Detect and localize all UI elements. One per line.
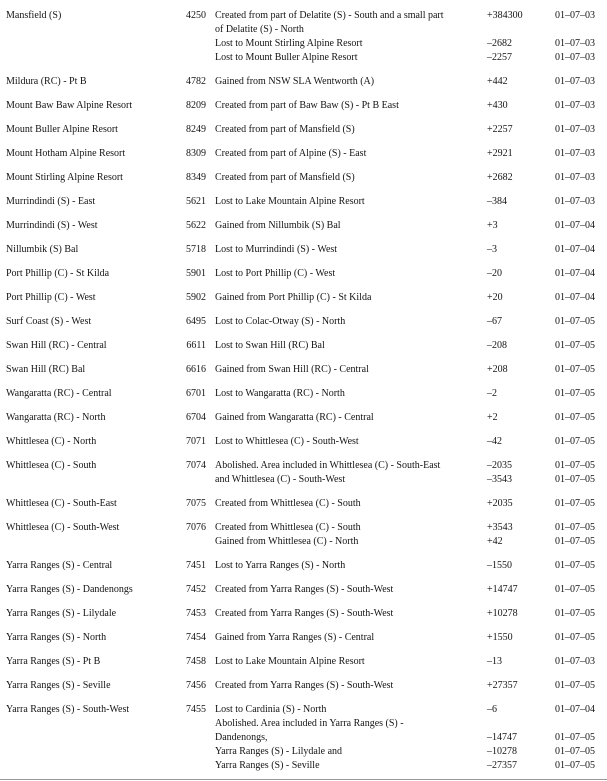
population-change: –2 (487, 388, 497, 399)
table-row (6, 497, 607, 511)
population-change (487, 717, 555, 731)
area-name: Mount Baw Baw Alpine Resort (6, 100, 133, 111)
change-description: Lost to Colac-Otway (S) - North (215, 316, 346, 327)
area-code: 6611 (186, 340, 206, 351)
change-description: Yarra Ranges (S) - Lilydale and (215, 746, 343, 757)
area-name: Murrindindi (S) - West (6, 220, 98, 231)
area-name: Yarra Ranges (S) - Seville (6, 680, 111, 691)
population-change: +208 (487, 364, 508, 375)
population-change: –2257 (487, 52, 512, 63)
change-description: Lost to Port Phillip (C) - West (215, 268, 336, 279)
area-code: 7453 (186, 608, 206, 619)
effective-date: 01–07–05 (555, 732, 595, 743)
area-code: 8249 (186, 124, 206, 135)
population-change: –1550 (487, 560, 512, 571)
table-row-line (6, 459, 607, 473)
population-change: –2682 (487, 38, 512, 49)
effective-date: 01–07–03 (555, 656, 595, 667)
change-description: Lost to Swan Hill (RC) Bal (215, 340, 325, 351)
effective-date (555, 23, 601, 37)
table-row (6, 583, 607, 597)
effective-date: 01–07–05 (555, 608, 595, 619)
area-code: 7074 (186, 460, 206, 471)
area-code: 7451 (186, 560, 206, 571)
change-description: Lost to Mount Buller Alpine Resort (215, 52, 358, 63)
area-name: Whittlesea (C) - South-West (6, 522, 120, 533)
area-code: 7455 (186, 704, 206, 715)
effective-date: 01–07–05 (555, 340, 595, 351)
table-row (6, 315, 607, 329)
table-row-line (6, 219, 607, 233)
population-change: +27357 (487, 680, 518, 691)
area-name: Wangaratta (RC) - Central (6, 388, 112, 399)
area-name: Yarra Ranges (S) - Dandenongs (6, 584, 133, 595)
table-row (6, 411, 607, 425)
change-description: Gained from Whittlesea (C) - North (215, 536, 359, 547)
area-code: 7458 (186, 656, 206, 667)
effective-date: 01–07–05 (555, 584, 595, 595)
effective-date: 01–07–04 (555, 292, 595, 303)
population-change: –3 (487, 244, 497, 255)
table-row-line (6, 435, 607, 449)
table-row (6, 655, 607, 669)
area-code: 5902 (186, 292, 206, 303)
population-change: +14747 (487, 584, 518, 595)
change-description: Lost to Murrindindi (S) - West (215, 244, 338, 255)
change-description: and Whittlesea (C) - South-West (215, 474, 346, 485)
table-bottom-rule (0, 779, 607, 780)
change-description: Created from Yarra Ranges (S) - South-West (215, 608, 394, 619)
effective-date: 01–07–03 (555, 76, 595, 87)
table-row (6, 243, 607, 257)
table-row-line (6, 717, 607, 731)
table-row (6, 363, 607, 377)
table-row (6, 267, 607, 281)
table-row-line (6, 497, 607, 511)
change-description: Lost to Lake Mountain Alpine Resort (215, 656, 365, 667)
table-row-line (6, 521, 607, 535)
table-row-line (6, 583, 607, 597)
table-row (6, 291, 607, 305)
table-row-line (6, 339, 607, 353)
effective-date: 01–07–05 (555, 388, 595, 399)
effective-date: 01–07–04 (555, 244, 595, 255)
effective-date: 01–07–03 (555, 172, 595, 183)
area-name: Mount Hotham Alpine Resort (6, 148, 126, 159)
table-row-line (6, 745, 607, 759)
area-name: Yarra Ranges (S) - Pt B (6, 656, 101, 667)
effective-date: 01–07–04 (555, 704, 595, 715)
population-change: –27357 (487, 760, 517, 771)
table-row-line (6, 759, 607, 773)
area-name: Port Phillip (C) - West (6, 292, 96, 303)
area-name: Mount Buller Alpine Resort (6, 124, 118, 135)
table-row-line (6, 37, 607, 51)
area-code: 7452 (186, 584, 206, 595)
area-name: Whittlesea (C) - South-East (6, 498, 117, 509)
table-row-line (6, 123, 607, 137)
table-row-line (6, 267, 607, 281)
table-row-line (6, 411, 607, 425)
effective-date: 01–07–05 (555, 498, 595, 509)
table-row (6, 631, 607, 645)
effective-date: 01–07–04 (555, 268, 595, 279)
change-description: Created from Yarra Ranges (S) - South-West (215, 680, 394, 691)
population-change (487, 23, 555, 37)
table-row (6, 339, 607, 353)
effective-date: 01–07–03 (555, 10, 595, 21)
change-description: Created from Whittlesea (C) - South (215, 522, 361, 533)
area-name: Yarra Ranges (S) - North (6, 632, 107, 643)
population-change: +2 (487, 412, 498, 423)
effective-date: 01–07–05 (555, 760, 595, 771)
population-change: +1550 (487, 632, 513, 643)
change-description: of Delatite (S) - North (215, 24, 304, 35)
table-row (6, 703, 607, 773)
table-row-line (6, 387, 607, 401)
change-description: Gained from Nillumbik (S) Bal (215, 220, 341, 231)
table-row-line (6, 607, 607, 621)
table-row-line (6, 23, 607, 37)
table-row (6, 123, 607, 137)
table-row-line (6, 655, 607, 669)
effective-date: 01–07–03 (555, 124, 595, 135)
change-description: Lost to Mount Stirling Alpine Resort (215, 38, 363, 49)
table-row (6, 9, 607, 65)
effective-date: 01–07–05 (555, 522, 595, 533)
table-row-line (6, 703, 607, 717)
table-row (6, 219, 607, 233)
population-change: +2682 (487, 172, 513, 183)
effective-date: 01–07–05 (555, 436, 595, 447)
area-name: Murrindindi (S) - East (6, 196, 96, 207)
table-row-line (6, 9, 607, 23)
area-name: Swan Hill (RC) Bal (6, 364, 86, 375)
population-change: –10278 (487, 746, 517, 757)
change-description: Yarra Ranges (S) - Seville (215, 760, 320, 771)
table-row (6, 147, 607, 161)
population-change: +10278 (487, 608, 518, 619)
table-row-line (6, 75, 607, 89)
change-description: Abolished. Area included in Yarra Ranges (S) - (215, 718, 404, 729)
table-row-line (6, 243, 607, 257)
population-change: +3 (487, 220, 498, 231)
area-code: 7075 (186, 498, 206, 509)
area-name: Surf Coast (S) - West (6, 316, 92, 327)
table-row (6, 75, 607, 89)
change-description: Created from part of Delatite (S) - South and a small part (215, 10, 444, 21)
area-code: 5622 (186, 220, 206, 231)
area-name: Yarra Ranges (S) - Central (6, 560, 113, 571)
effective-date: 01–07–05 (555, 412, 595, 423)
area-name: Mount Stirling Alpine Resort (6, 172, 123, 183)
population-change: +2257 (487, 124, 513, 135)
table-row (6, 559, 607, 573)
effective-date: 01–07–03 (555, 38, 595, 49)
effective-date: 01–07–05 (555, 746, 595, 757)
table-row-line (6, 195, 607, 209)
table-row-line (6, 99, 607, 113)
table-row (6, 521, 607, 549)
population-change: –67 (487, 316, 502, 327)
effective-date: 01–07–04 (555, 220, 595, 231)
effective-date: 01–07–03 (555, 196, 595, 207)
population-change: +2921 (487, 148, 513, 159)
area-name: Nillumbik (S) Bal (6, 244, 79, 255)
table-row-line (6, 51, 607, 65)
table-row-line (6, 535, 607, 549)
change-description: Created from part of Mansfield (S) (215, 172, 355, 183)
change-description: Gained from NSW SLA Wentworth (A) (215, 76, 375, 87)
effective-date: 01–07–05 (555, 316, 595, 327)
area-code: 8309 (186, 148, 206, 159)
effective-date: 01–07–05 (555, 460, 595, 471)
table-row (6, 435, 607, 449)
effective-date (555, 717, 601, 731)
area-code: 5901 (186, 268, 206, 279)
effective-date: 01–07–05 (555, 474, 595, 485)
area-code: 8349 (186, 172, 206, 183)
effective-date: 01–07–03 (555, 52, 595, 63)
table-row-line (6, 631, 607, 645)
change-description: Created from Yarra Ranges (S) - South-West (215, 584, 394, 595)
area-name: Yarra Ranges (S) - South-West (6, 704, 130, 715)
population-change: +430 (487, 100, 508, 111)
area-code: 7454 (186, 632, 206, 643)
change-description: Created from part of Mansfield (S) (215, 124, 355, 135)
area-name: Swan Hill (RC) - Central (6, 340, 107, 351)
population-change: –20 (487, 268, 502, 279)
table-row-line (6, 291, 607, 305)
change-description: Gained from Yarra Ranges (S) - Central (215, 632, 375, 643)
change-description: Lost to Wangaratta (RC) - North (215, 388, 345, 399)
area-name: Yarra Ranges (S) - Lilydale (6, 608, 117, 619)
area-name: Whittlesea (C) - North (6, 436, 97, 447)
area-code: 6616 (186, 364, 206, 375)
population-change: +442 (487, 76, 508, 87)
population-change: –14747 (487, 732, 517, 743)
table-row-line (6, 171, 607, 185)
population-change: –384 (487, 196, 507, 207)
area-name: Wangaratta (RC) - North (6, 412, 106, 423)
area-code: 6701 (186, 388, 206, 399)
change-description: Lost to Yarra Ranges (S) - North (215, 560, 346, 571)
change-description: Gained from Wangaratta (RC) - Central (215, 412, 374, 423)
table-row (6, 387, 607, 401)
table-row (6, 679, 607, 693)
change-description: Gained from Swan Hill (RC) - Central (215, 364, 369, 375)
area-code: 7071 (186, 436, 206, 447)
population-change: –13 (487, 656, 502, 667)
table-row-line (6, 731, 607, 745)
effective-date: 01–07–05 (555, 680, 595, 691)
effective-date: 01–07–05 (555, 632, 595, 643)
population-change: +3543 (487, 522, 513, 533)
effective-date: 01–07–03 (555, 100, 595, 111)
change-description: Abolished. Area included in Whittlesea (C) - South-East (215, 460, 441, 471)
area-code: 6704 (186, 412, 206, 423)
area-name: Whittlesea (C) - South (6, 460, 97, 471)
change-description: Created from Whittlesea (C) - South (215, 498, 361, 509)
table-row (6, 459, 607, 487)
area-code: 8209 (186, 100, 206, 111)
population-change: –3543 (487, 474, 512, 485)
effective-date: 01–07–05 (555, 364, 595, 375)
area-code: 4782 (186, 76, 206, 87)
area-code: 4250 (186, 10, 206, 21)
table-row (6, 195, 607, 209)
area-name: Mansfield (S) (6, 10, 62, 21)
change-description: Dandenongs, (215, 732, 268, 743)
effective-date: 01–07–03 (555, 148, 595, 159)
table-row-line (6, 315, 607, 329)
change-description: Lost to Cardinia (S) - North (215, 704, 327, 715)
area-code: 6495 (186, 316, 206, 327)
area-code: 5621 (186, 196, 206, 207)
population-change: +2035 (487, 498, 513, 509)
area-name: Port Phillip (C) - St Kilda (6, 268, 110, 279)
table-row (6, 99, 607, 113)
effective-date: 01–07–05 (555, 560, 595, 571)
table-row-line (6, 559, 607, 573)
population-change: –208 (487, 340, 507, 351)
population-change: +20 (487, 292, 503, 303)
population-change: –42 (487, 436, 502, 447)
population-change: –2035 (487, 460, 512, 471)
change-description: Gained from Port Phillip (C) - St Kilda (215, 292, 372, 303)
area-code: 7076 (186, 522, 206, 533)
change-description: Lost to Lake Mountain Alpine Resort (215, 196, 365, 207)
table-row (6, 607, 607, 621)
table-row-line (6, 473, 607, 487)
table-row-line (6, 679, 607, 693)
table-row-line (6, 363, 607, 377)
effective-date: 01–07–05 (555, 536, 595, 547)
change-description: Lost to Whittlesea (C) - South-West (215, 436, 359, 447)
table-row (6, 171, 607, 185)
area-code: 7456 (186, 680, 206, 691)
population-change: +384300 (487, 10, 523, 21)
population-change: –6 (487, 704, 497, 715)
change-description: Created from part of Baw Baw (S) - Pt B East (215, 100, 399, 111)
area-name: Mildura (RC) - Pt B (6, 76, 87, 87)
area-code: 5718 (186, 244, 206, 255)
table-row-line (6, 147, 607, 161)
population-change: +42 (487, 536, 503, 547)
change-description: Created from part of Alpine (S) - East (215, 148, 367, 159)
